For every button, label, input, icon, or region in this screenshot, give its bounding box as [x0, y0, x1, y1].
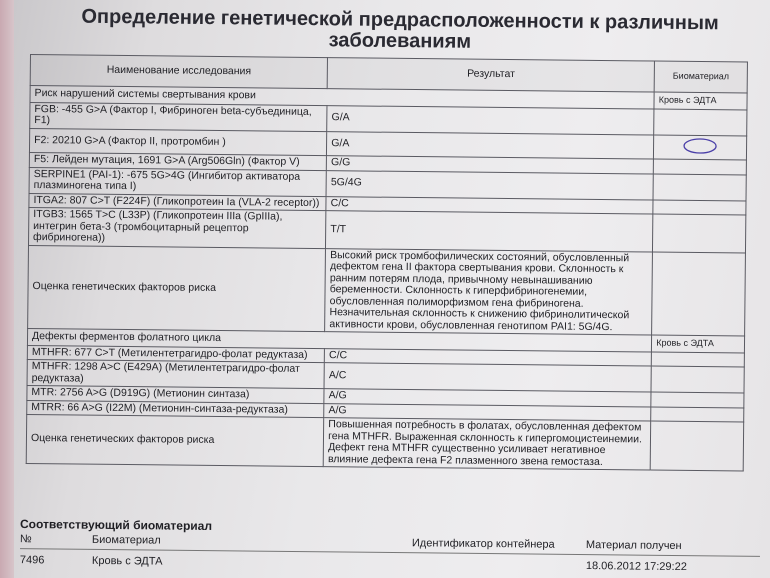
biomaterial-heading: Соответствующий биоматериал — [19, 516, 213, 534]
empty-cell — [651, 366, 744, 393]
assessment-text: Повышенная потребность в фолатах, обусловленная дефектом гена MTHFR. Выраженная склонность к гипергомоцистеинемии. Дефект гена MTHFR существенно усиливает негативное влияние дефекта гена F2 плазменного звена гемостаза. — [323, 418, 651, 470]
col-num: № — [19, 533, 32, 546]
test-name: ITGB3: 1565 T>C (L33P) (Гликопротеин IIIa (GpIIIa), интегрин бета-3 (тромбоцитарный рецептор фибриногена)) — [28, 207, 326, 248]
header-result: Результат — [327, 58, 654, 92]
assessment-label: Оценка генетических факторов риска — [26, 414, 324, 466]
row-num: 7496 — [19, 554, 45, 567]
empty-cell — [652, 252, 746, 336]
test-result: 5G/4G — [326, 170, 653, 199]
empty-cell — [653, 174, 746, 201]
test-name: MTRR: 66 A>G (I22M) (Метионин-синтаза-редуктаза) — [27, 400, 324, 418]
col-biomaterial: Биоматериал — [91, 533, 161, 547]
assessment-row — [28, 245, 746, 336]
header-test: Наименование исследования — [30, 55, 328, 89]
empty-cell — [654, 159, 747, 174]
section-biomaterial: Кровь с ЭДТА — [654, 92, 747, 109]
results-table — [26, 54, 748, 471]
assessment-label: Оценка генетических факторов риска — [28, 245, 326, 332]
test-name: FGB: -455 G>A (Фактор I, Фибриноген beta-субъединица, F1) — [30, 102, 327, 131]
folder-edge — [0, 0, 14, 578]
test-result: A/C — [324, 363, 651, 392]
test-result: C/C — [324, 348, 651, 366]
test-name: MTHFR: 1298 A>C (E429A) (Метилентетрагидро-фолат редуктаза) — [27, 359, 324, 388]
test-result: C/C — [326, 196, 653, 214]
test-result: G/A — [327, 105, 654, 134]
test-name: SERPINE1 (PAI-1): -675 5G>4G (Ингибитор активатора плазминогена типа I) — [29, 167, 326, 196]
empty-cell — [652, 352, 745, 367]
assessment-text: Высокий риск тромбофилических состояний, обусловленный дефектом гена II фактора свертывания крови. Склонность к ранним потерям плода, привычному невынашиванию беременности. Склонность к гиперфибриногенемии, обусловленная полиморфизмом гена фибриногена. Незначительная склонность к снижению фибринолитической активности крови, обусловленная генотипом PAI1: 5G/4G. — [325, 248, 653, 335]
section-label: Дефекты ферментов фолатного цикла — [27, 328, 651, 351]
header-biomaterial: Биоматериал — [654, 61, 747, 93]
test-result: T/T — [326, 211, 653, 252]
col-container: Идентификатор контейнера — [411, 537, 555, 551]
test-result: A/G — [324, 403, 651, 421]
test-name: MTR: 2756 A>G (D919G) (Метионин синтаза) — [27, 385, 324, 403]
test-result: G/G — [327, 156, 654, 174]
col-received: Материал получен — [585, 539, 682, 553]
empty-cell — [653, 200, 746, 215]
empty-cell — [650, 421, 743, 471]
test-name: ITGA2: 807 C>T (F224F) (Гликопротеин Ia (VLA-2 receptor)) — [29, 193, 326, 211]
test-name: MTHFR: 677 C>T (Метилентетрагидро-фолат редуктаза) — [27, 345, 324, 363]
empty-cell — [653, 214, 746, 252]
empty-cell — [651, 392, 744, 407]
empty-cell — [651, 407, 744, 422]
test-result: A/G — [324, 389, 651, 407]
page-title: Определение генетической предрасположенности к различным заболеваниям — [81, 5, 719, 53]
test-name: F2: 20210 G>A (Фактор II, протромбин ) — [29, 128, 326, 156]
assessment-row — [26, 414, 743, 471]
test-name: F5: Лейден мутация, 1691 G>A (Arg506Gln) (Фактор V) — [29, 152, 326, 170]
section-label: Риск нарушений системы свертывания крови — [30, 86, 654, 109]
row-received: 18.06.2012 17:29:22 — [585, 560, 687, 574]
empty-cell — [654, 109, 747, 136]
test-result: G/A — [327, 131, 654, 159]
pen-circle-mark — [654, 135, 747, 160]
section-biomaterial: Кровь с ЭДТА — [652, 335, 745, 352]
row-biomaterial: Кровь с ЭДТА — [91, 554, 163, 568]
